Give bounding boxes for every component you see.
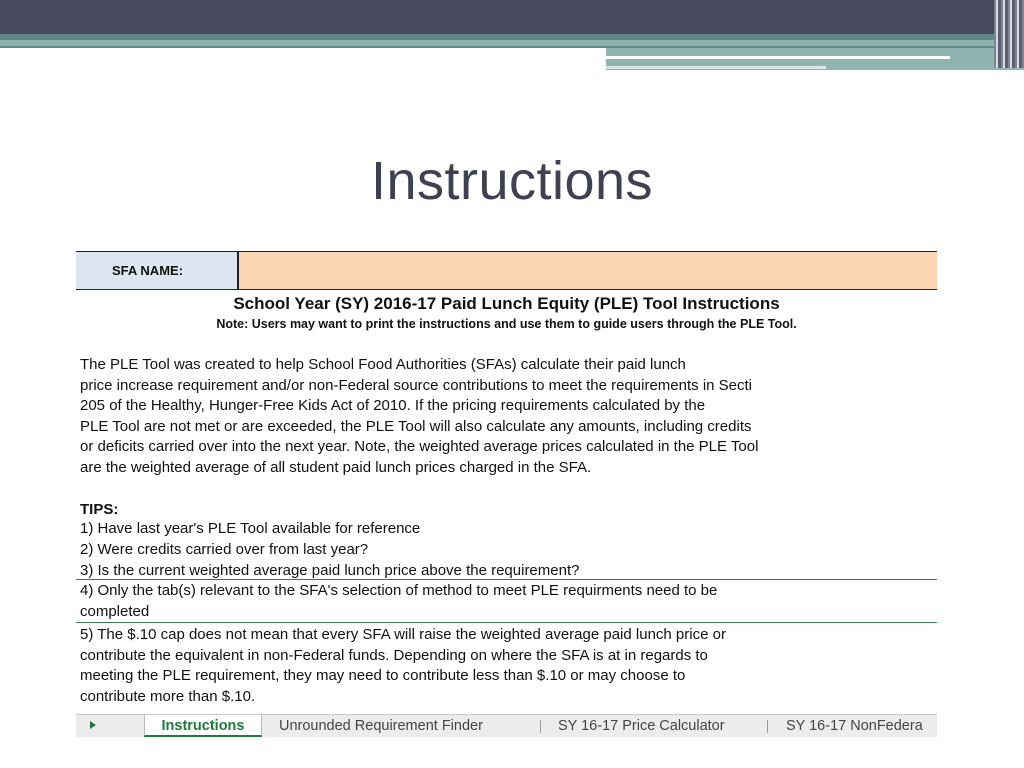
intro-line: PLE Tool are not met or are exceeded, the PLE Tool will also calculate any amounts, including credits xyxy=(80,417,752,435)
sheet-note: Note: Users may want to print the instructions and use them to guide users through the PLE Tool. xyxy=(216,317,797,331)
teal-banner-highlight xyxy=(0,40,1024,46)
spreadsheet-snapshot xyxy=(76,251,937,737)
tip-line: completed xyxy=(80,603,150,620)
tip-line: 2) Were credits carried over from last year? xyxy=(80,541,369,558)
tip-line: 1) Have last year's PLE Tool available for reference xyxy=(80,520,421,537)
tip-line: contribute the equivalent in non-Federal funds. Depending on where the SFA is at in regards to xyxy=(80,646,708,664)
scroll-right-icon[interactable] xyxy=(90,721,96,729)
sfa-name-field[interactable] xyxy=(239,252,937,289)
tip-line: 5) The $.10 cap does not mean that every SFA will raise the weighted average paid lunch price or xyxy=(80,626,726,643)
tab-separator xyxy=(767,720,768,733)
intro-line: or deficits carried over into the next year. Note, the weighted average prices calculated in the PLE Tool xyxy=(80,438,759,456)
banner-line xyxy=(606,66,826,69)
intro-line: The PLE Tool was created to help School Food Authorities (SFAs) calculate their paid lunch xyxy=(80,356,686,373)
sfa-name-row xyxy=(76,251,937,290)
banner-stripes xyxy=(994,0,1024,68)
cell-border xyxy=(76,622,937,623)
sheet-title: School Year (SY) 2016-17 Paid Lunch Equity (PLE) Tool Instructions xyxy=(233,294,780,313)
tips-heading: TIPS: xyxy=(80,501,119,518)
sheet-tab-bar xyxy=(76,714,937,737)
banner-line xyxy=(606,56,950,59)
tab-instructions[interactable]: Instructions xyxy=(144,715,262,737)
intro-line: price increase requirement and/or non-Federal source contributions to meet the requirements in Secti xyxy=(80,376,753,394)
slide-title: Instructions xyxy=(370,151,654,211)
top-banner-bar xyxy=(0,0,1024,34)
intro-line: are the weighted average of all student paid lunch prices charged in the SFA. xyxy=(80,459,592,476)
tip-line: 4) Only the tab(s) relevant to the SFA's selection of method to meet PLE requirments need to be xyxy=(80,582,718,599)
sfa-name-label: SFA NAME: xyxy=(76,252,239,289)
tip-line: meeting the PLE requirement, they may need to contribute less than $.10 or may choose to xyxy=(80,667,686,684)
tab-nonfederal[interactable]: SY 16-17 NonFedera xyxy=(786,718,923,734)
cell-border xyxy=(76,579,937,580)
tab-separator xyxy=(540,720,541,733)
intro-line: 205 of the Healthy, Hunger-Free Kids Act of 2010. If the pricing requirements calculated by the xyxy=(80,397,706,415)
tab-price-calculator[interactable]: SY 16-17 Price Calculator xyxy=(558,718,725,734)
tab-unrounded-requirement-finder[interactable]: Unrounded Requirement Finder xyxy=(279,718,483,734)
tip-line: 3) Is the current weighted average paid lunch price above the requirement? xyxy=(80,562,580,579)
tip-line: contribute more than $.10. xyxy=(80,687,256,705)
